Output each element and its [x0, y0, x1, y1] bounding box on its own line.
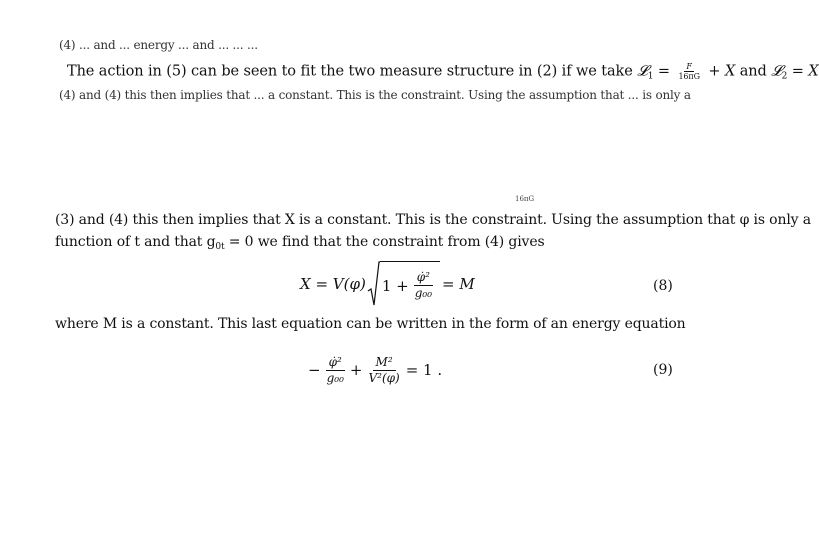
eq9-numerator-2: M² [373, 355, 396, 371]
lagrangian-1-subscript: 1 [647, 71, 654, 82]
paragraph-function-of-t [55, 234, 545, 252]
radical-sign-icon [368, 261, 380, 307]
lagrangian-2-subscript: 2 [781, 71, 788, 82]
eq8-fraction [412, 270, 435, 301]
eq8-rhs: = M [442, 275, 475, 293]
paragraph-constraint: (3) and (4) this then implies that X is a constant. This is the constraint. Using the assumption that φ is only a [55, 212, 811, 228]
eq9-plus: + [349, 361, 363, 379]
eq9-denominator-2: V²(φ) [368, 370, 400, 385]
equation-number-8: (8) [653, 278, 673, 294]
eq8-numerator: φ̇² [414, 270, 433, 286]
paragraph-function-of-t-text: function of t and that g [55, 234, 216, 250]
eq9-fraction-2 [365, 355, 402, 386]
clipped-line-bottom: (4) and (4) this then implies that ... a constant. This is the constraint. Using the assumption that ... is only a [59, 88, 691, 102]
metric-subscript: 0t [215, 242, 225, 252]
plus-x-term: + X [708, 63, 736, 80]
clipped-fragment: 16πG [515, 195, 535, 203]
clipped-line-top: (4) ... and ... energy ... and ... ... ... [59, 38, 258, 52]
equation-number-9: (9) [653, 362, 673, 378]
and-word: and [739, 63, 767, 80]
lagrangian-2-symbol: 𝓛 [771, 63, 782, 80]
fraction-numerator: F [686, 62, 692, 71]
radicand [380, 261, 440, 307]
eq9-minus: − [308, 361, 321, 379]
eq9-rhs: = 1 . [405, 361, 443, 379]
lagrangian-2-rhs: = X [791, 63, 819, 80]
paragraph-energy-equation: where M is a constant. This last equation can be written in the form of an energy equation [55, 316, 686, 332]
paragraph-function-of-t-tail: = 0 we find that the constraint from (4) gives [228, 234, 545, 250]
lagrangian-1-symbol: 𝓛 [637, 63, 648, 80]
fraction-denominator: 16πG [678, 72, 700, 81]
eq9-denominator-1: g₀₀ [326, 370, 344, 385]
square-root [368, 261, 440, 307]
equation-9 [308, 344, 442, 396]
eq8-one-plus: 1 + [381, 276, 409, 295]
eq9-fraction-1 [324, 355, 347, 386]
curvature-fraction [676, 62, 701, 81]
action-sentence-text: The action in (5) can be seen to fit the two measure structure in (2) if we take [67, 63, 633, 80]
equals-sign: = [657, 63, 670, 80]
eq8-denominator: g₀₀ [414, 286, 433, 300]
eq9-numerator-1: φ̇² [326, 355, 345, 371]
eq8-lhs: X = V(φ) [300, 275, 366, 293]
equation-8 [300, 258, 475, 310]
